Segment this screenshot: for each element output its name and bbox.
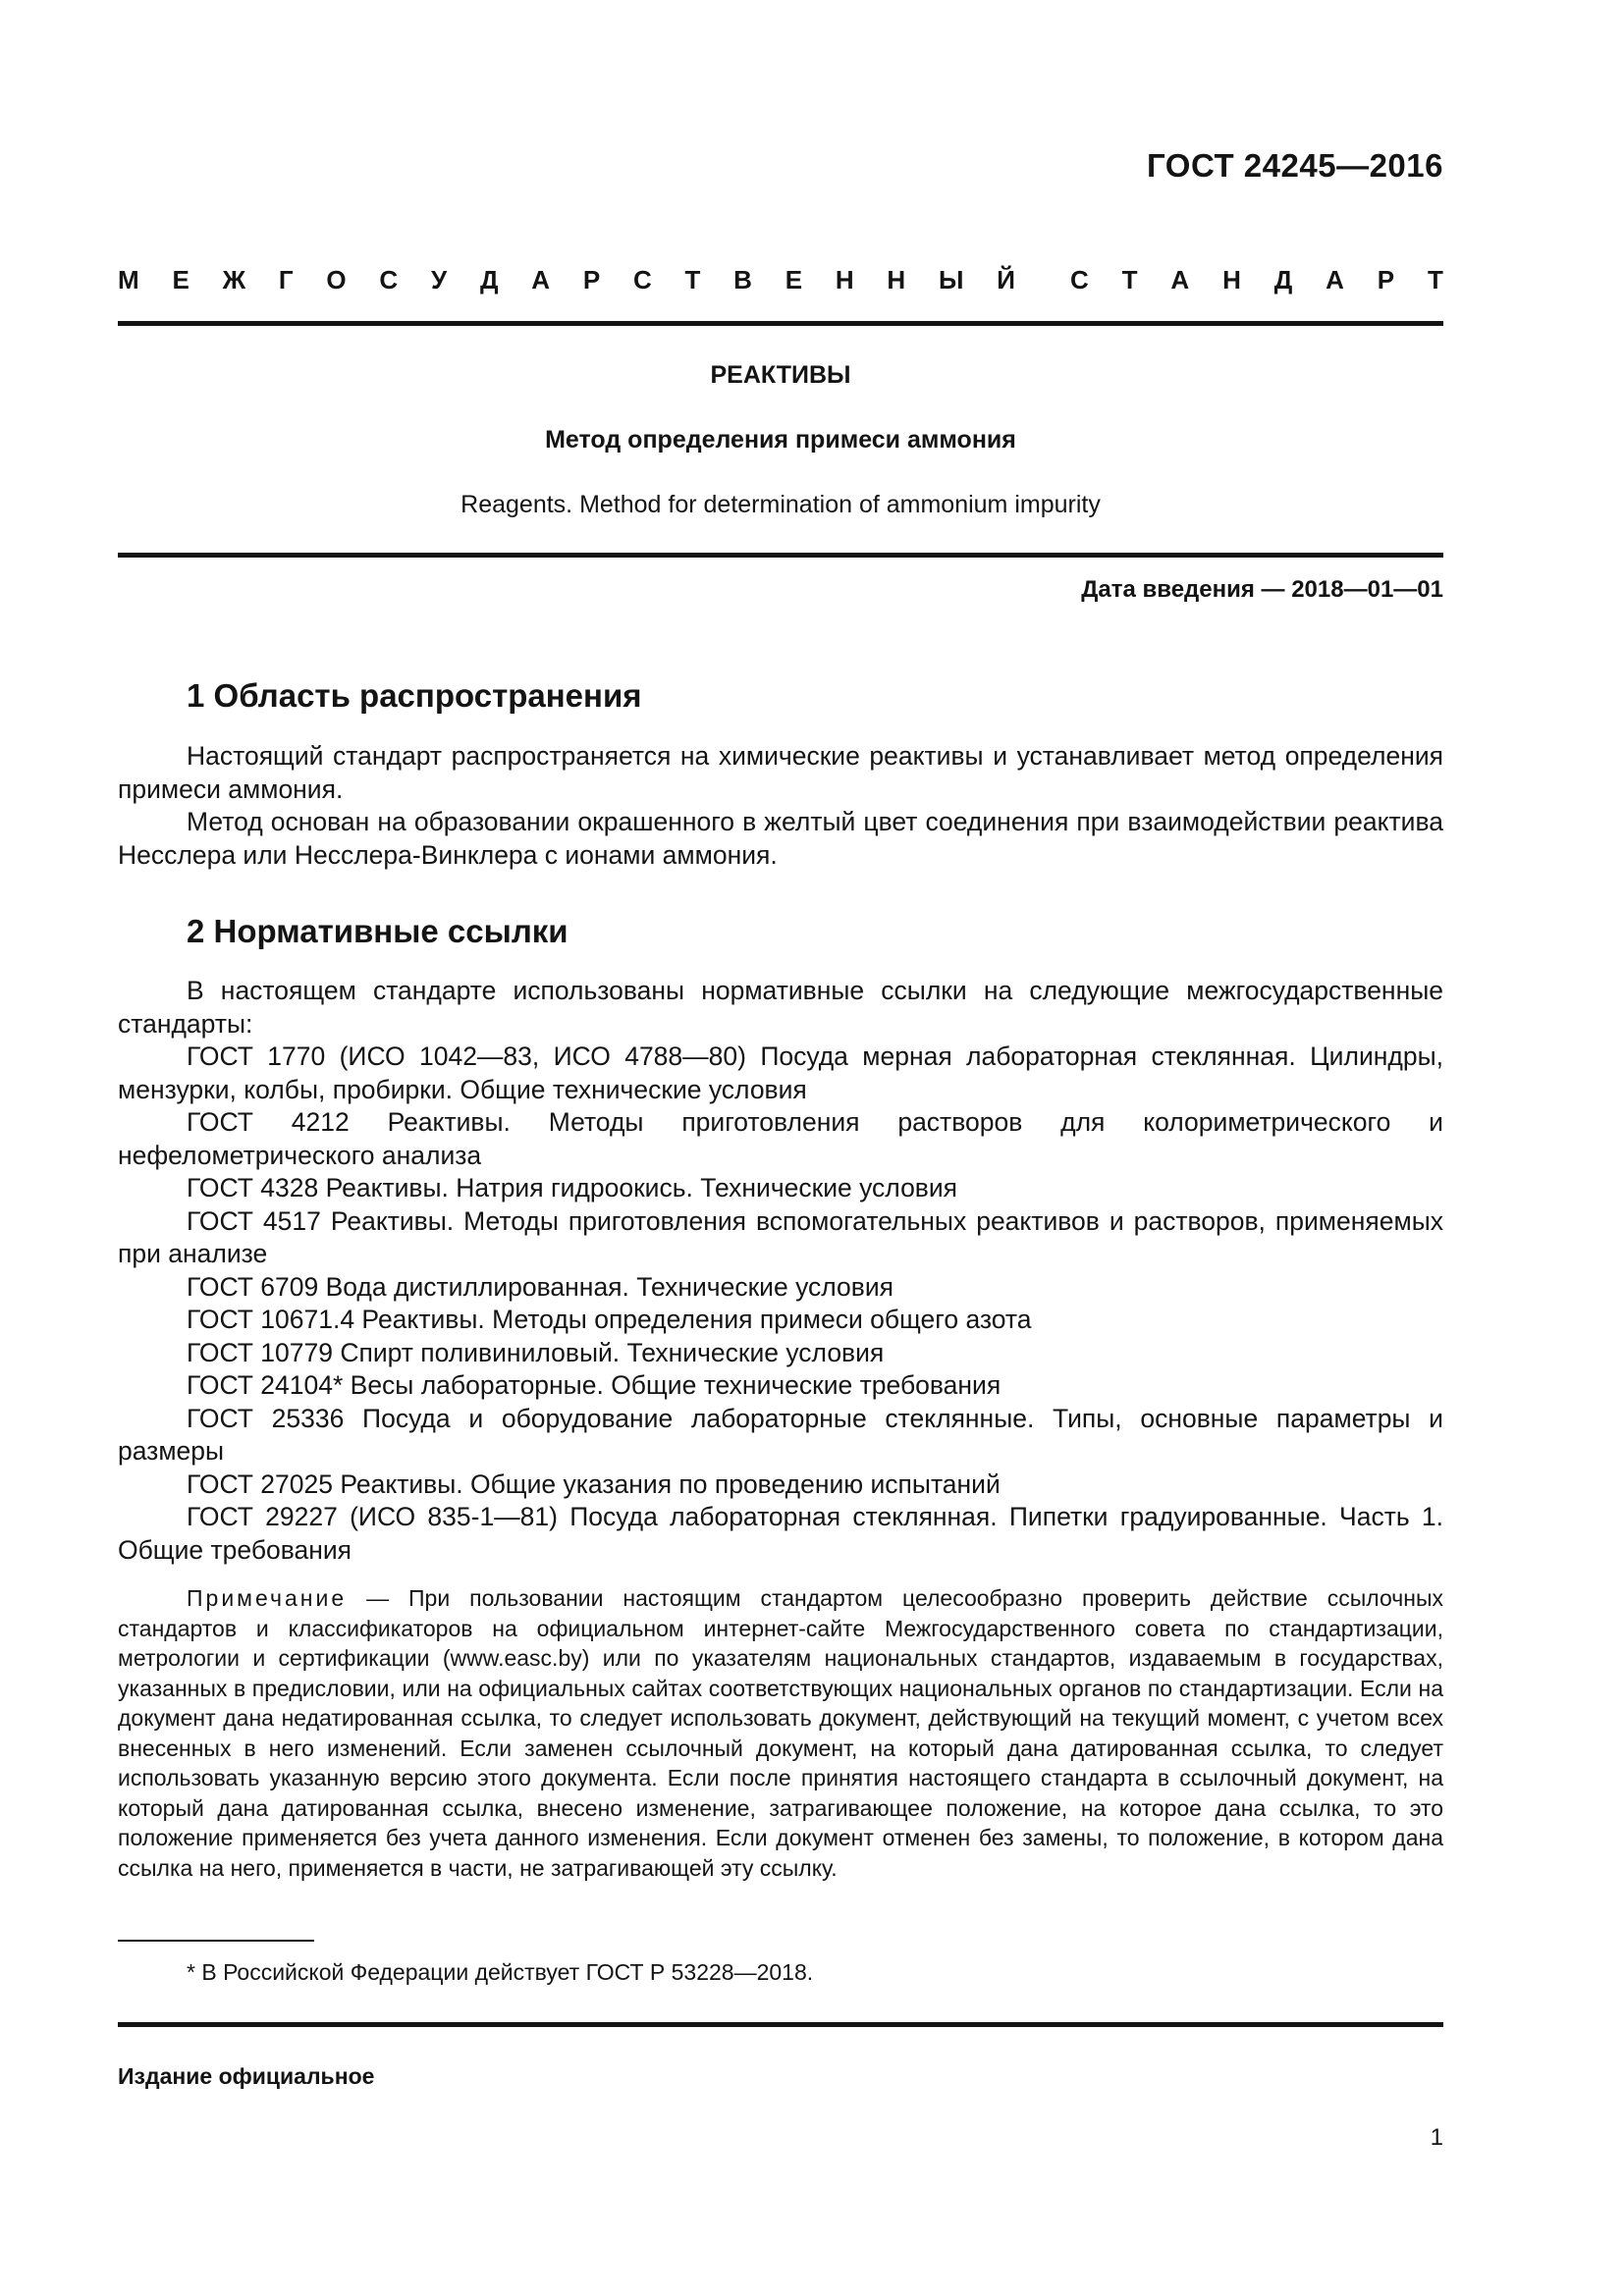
introduction-date: Дата введения — 2018—01—01 [1081, 576, 1443, 603]
reference-item: ГОСТ 4517 Реактивы. Методы приготовления вспомогательных реактивов и растворов, применяемых при анализе [118, 1205, 1443, 1268]
banner-letter: Н [835, 265, 854, 294]
banner-letter: С [1070, 265, 1089, 294]
note-text: — При пользовании настоящим стандартом целесообразно проверить действие ссылочных стандартов и классификаторов на официальном интернет-сайте Межгосударственного совета по стандартизации, метрологии и сертификации (www.easc.by) или по указателям национальных стандартов, издаваемым в государствах, указанных в предисловии, или на официальных сайтах соответствующих национальных органов по стандартизации. Если на документ дана недатированная ссылка, то следует использовать документ, действующий на текущий момент, с учетом всех внесенных в него изменений. Если заменен ссылочный документ, на который дана датированная ссылка, то следует использовать указанную версию этого документа. Если после принятия настоящего стандарта в ссылочный документ, на который дана датированная ссылка, внесено изменение, затрагивающее положение, на которое дана ссылка, то это положение применяется без учета данного изменения. Если документ отменен без замены, то положение, в котором дана ссылка на него, применяется в части, не затрагивающей эту ссылку. [118, 1585, 1443, 1881]
banner-letter: А [531, 265, 551, 294]
paragraph: Настоящий стандарт распространяется на химические реактивы и устанавливает метод определения примеси аммония. [118, 741, 1443, 804]
reference-item: ГОСТ 10671.4 Реактивы. Методы определения примеси общего азота [187, 1305, 1032, 1334]
banner-letter: А [1326, 265, 1344, 294]
banner-letter: Н [887, 265, 906, 294]
banner-letter: С [379, 265, 399, 294]
banner-letter: Д [479, 265, 499, 294]
banner-letter: А [1170, 265, 1190, 294]
section-2-heading: 2 Нормативные ссылки [187, 913, 568, 949]
reference-item: ГОСТ 25336 Посуда и оборудование лабораторные стеклянные. Типы, основные параметры и размеры [118, 1403, 1443, 1466]
banner-letter: О [326, 265, 347, 294]
banner-word-standard [1070, 265, 1443, 295]
interstate-standard-banner [118, 265, 1443, 295]
footnote: * В Российской Федерации действует ГОСТ Р 53228—2018. [187, 1959, 814, 1985]
paragraph: В настоящем стандарте использованы нормативные ссылки на следующие межгосударственные стандарты: [118, 976, 1443, 1039]
banner-letter: Е [785, 265, 803, 294]
banner-letter: Р [1377, 265, 1395, 294]
section-2-body [118, 975, 1443, 1567]
banner-letter: Р [582, 265, 601, 294]
edition-label: Издание официальное [118, 2063, 375, 2089]
title-rule [118, 553, 1443, 558]
reference-item: ГОСТ 1770 (ИСО 1042—83, ИСО 4788—80) Посуда мерная лабораторная стеклянная. Цилиндры, мензурки, колбы, пробирки. Общие технические условия [118, 1041, 1443, 1104]
gost-number: ГОСТ 24245—2016 [1147, 147, 1443, 184]
note-block [118, 1583, 1443, 1883]
reference-item: ГОСТ 10779 Спирт поливиниловый. Технические условия [187, 1337, 885, 1367]
section-1-heading: 1 Область распространения [187, 677, 642, 714]
banner-letter: М [118, 265, 139, 294]
header-rule [118, 321, 1443, 326]
banner-letter: У [430, 265, 448, 294]
banner-word-interstate [118, 265, 1015, 295]
banner-letter: Т [1428, 265, 1443, 294]
banner-letter: Т [684, 265, 701, 294]
banner-letter: Т [1121, 265, 1138, 294]
reference-item: ГОСТ 4212 Реактивы. Методы приготовления растворов для колориметрического и нефелометрического анализа [118, 1107, 1443, 1170]
banner-letter: Д [1273, 265, 1293, 294]
reference-item: ГОСТ 6709 Вода дистиллированная. Технические условия [187, 1271, 894, 1302]
banner-letter: Ж [222, 265, 246, 294]
document-title: РЕАКТИВЫ [710, 361, 851, 389]
banner-letter: Г [278, 265, 294, 294]
reference-item: ГОСТ 4328 Реактивы. Натрия гидроокись. Технические условия [187, 1173, 958, 1202]
reference-item: ГОСТ 27025 Реактивы. Общие указания по проведению испытаний [187, 1468, 1001, 1499]
banner-letter: Н [1222, 265, 1241, 294]
banner-letter: Ы [938, 265, 964, 294]
english-title: Reagents. Method for determination of ammonium impurity [460, 491, 1101, 518]
page-number: 1 [1430, 2124, 1443, 2151]
note-paragraph [118, 1583, 1443, 1883]
section-1-body [118, 740, 1443, 872]
document-subtitle: Метод определения примеси аммония [545, 426, 1016, 454]
note-label: Примечание [187, 1585, 348, 1611]
paragraph: Метод основан на образовании окрашенного в желтый цвет соединения при взаимодействии реактива Несслера или Несслера-Винклера с ионами аммония. [118, 807, 1443, 870]
footnote-rule [118, 1940, 314, 1942]
banner-letter: В [733, 265, 752, 294]
banner-letter: С [632, 265, 652, 294]
reference-item: ГОСТ 29227 (ИСО 835-1—81) Посуда лабораторная стеклянная. Пипетки градуированные. Часть 1. Общие требования [118, 1502, 1443, 1565]
footer-rule [118, 2022, 1443, 2027]
reference-item: ГОСТ 24104* Весы лабораторные. Общие технические требования [187, 1370, 1001, 1400]
banner-letter: Е [172, 265, 189, 294]
banner-letter: Й [997, 265, 1015, 294]
